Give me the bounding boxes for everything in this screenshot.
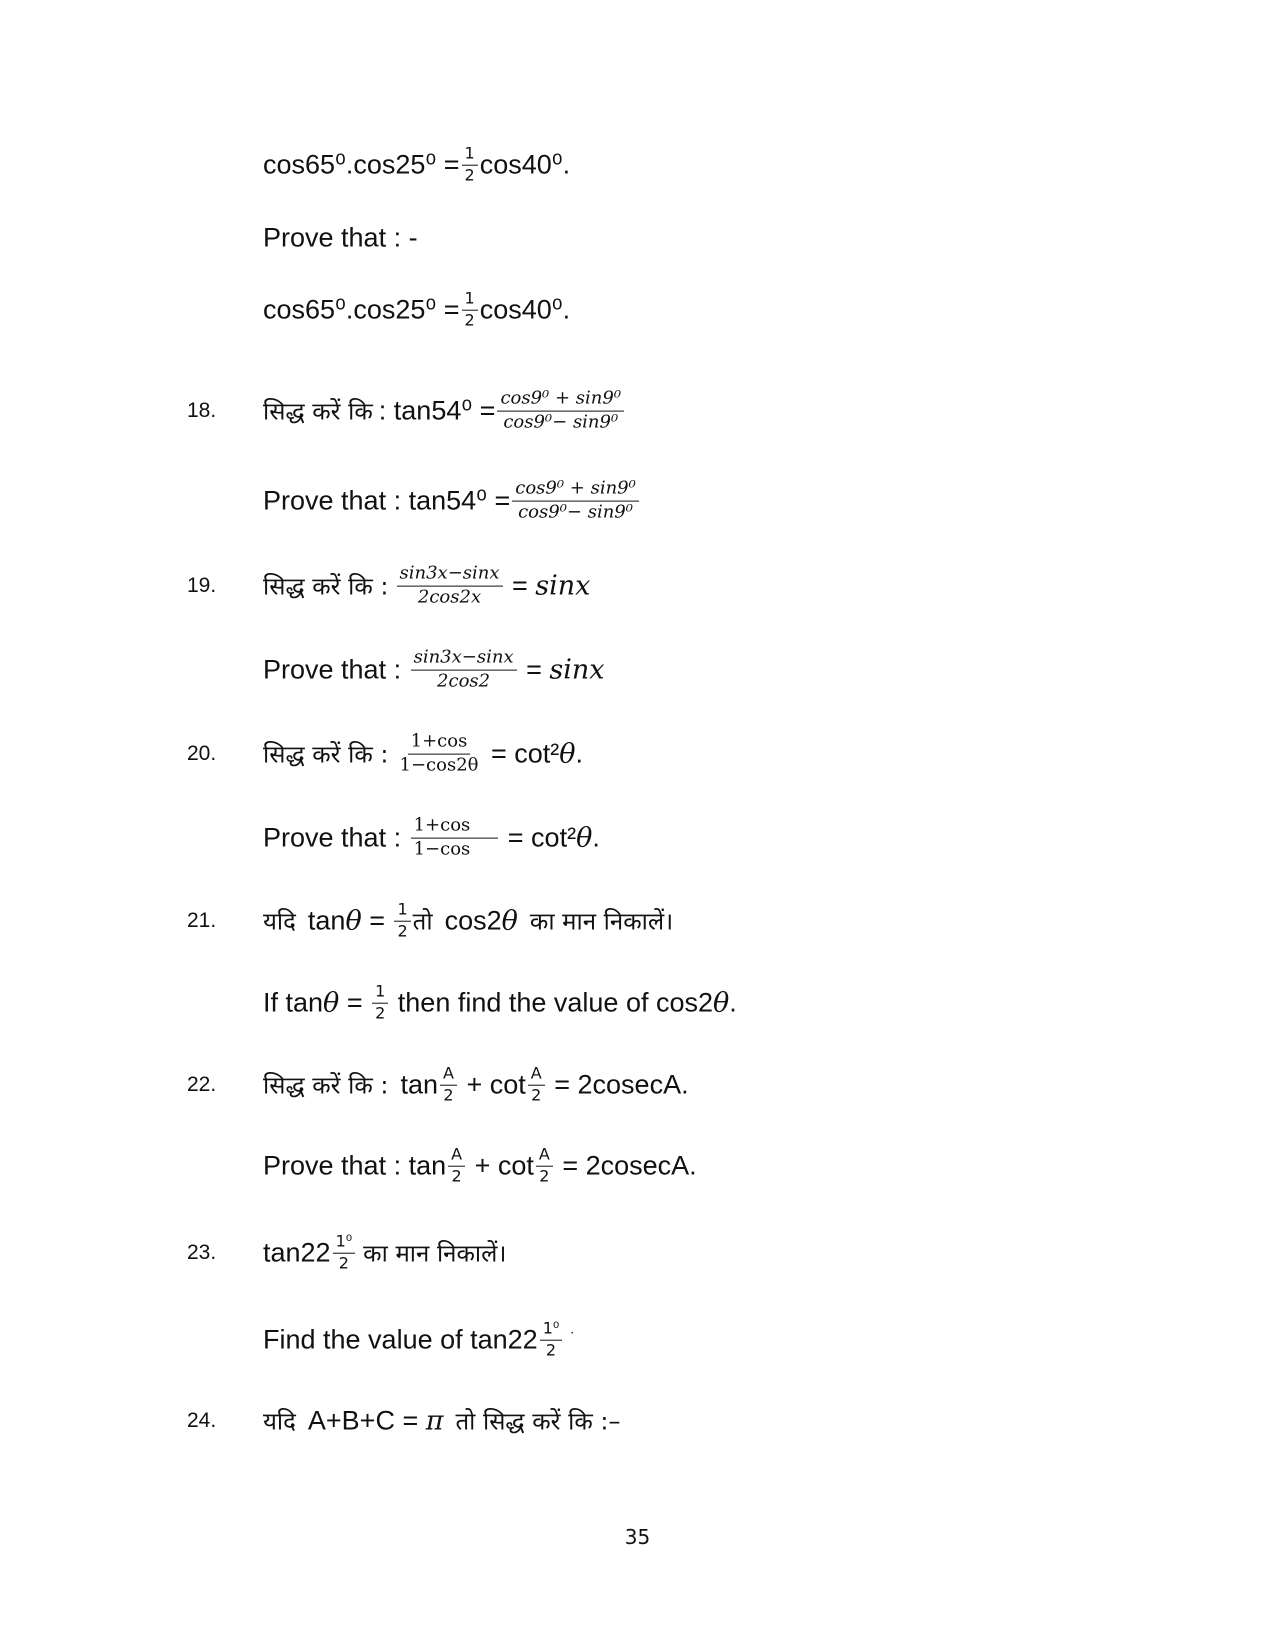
fraction: $\frac{A}{2}$ xyxy=(448,1147,465,1186)
hindi-text: यदि xyxy=(263,1407,296,1436)
hindi-text: सिद्ध करें कि : xyxy=(263,1071,389,1100)
hindi-text: सिद्ध करें कि : xyxy=(263,740,389,769)
hindi-text: का मान निकालें। xyxy=(363,1239,507,1268)
fraction: $\frac{\text{1⁰}}{2}$ xyxy=(333,1234,356,1273)
equation-text: cos65⁰.cos25⁰ = xyxy=(263,149,460,180)
equation-rhs: sinx xyxy=(549,654,605,686)
question-number: 24. xyxy=(187,1409,217,1432)
fraction: $\frac{\text{1⁰}}{2}$ xyxy=(540,1321,563,1360)
question-18-english xyxy=(0,471,1275,531)
equation-text: cos40⁰. xyxy=(479,149,571,180)
question-18-hindi xyxy=(0,381,1275,441)
fraction: $\frac{\sin 3x-\sin x}{2\cos 2x}$ xyxy=(397,565,503,608)
fraction: $\frac{1}{2}$ xyxy=(462,146,478,185)
prove-that-text: Prove that : - xyxy=(263,222,418,253)
question-22-english: Prove that : tan $\frac{A}{2}$ + cot $\frac{A}{2}$ = 2cosecA. xyxy=(263,1144,697,1186)
question-number: 18. xyxy=(187,399,217,422)
question-number: 19. xyxy=(187,574,217,597)
prove-that-text: Prove that : xyxy=(263,822,409,853)
equation-line-1 xyxy=(0,135,1275,195)
hindi-text: तो सिद्ध करें कि :– xyxy=(455,1407,621,1436)
question-24-hindi: 24. यदि A+B+C = π तो सिद्ध करें कि :– xyxy=(187,1405,621,1437)
hindi-text: सिद्ध करें कि : xyxy=(263,572,389,601)
hindi-text: सिद्ध करें कि xyxy=(263,397,373,426)
page-number: 35 xyxy=(624,1525,651,1549)
fraction: $\frac{A}{2}$ xyxy=(440,1066,457,1105)
equation-text: cos40⁰. xyxy=(479,294,571,325)
question-19-english: Prove that : $\frac{\sin 3x-\sin x}{2\cos 2}$ = sinx xyxy=(263,646,605,692)
question-19-hindi: 19. सिद्ध करें कि : $\frac{\sin 3x-\sin x}{2\cos 2x}$ = sinx xyxy=(187,562,591,608)
fraction: $\frac{A}{2}$ xyxy=(536,1147,553,1186)
fraction: $\frac{A}{2}$ xyxy=(528,1066,545,1105)
fraction: $\frac{1+\cos}{1-\cos 2\theta}$ xyxy=(399,730,479,776)
question-23-english: Find the value of tan22 $\frac{\text{1⁰}}{2}$ . xyxy=(263,1318,575,1360)
hindi-text: यदि xyxy=(263,907,296,936)
equation-line-2 xyxy=(0,280,1275,340)
fraction: $\frac{1}{2}$ xyxy=(394,902,410,941)
question-21-english: If tan θ = $\frac{1}{2}$ then find the value of cos2 θ . xyxy=(263,981,737,1023)
hindi-text: का मान निकालें। xyxy=(529,907,674,936)
hindi-text: तो xyxy=(412,907,433,936)
equation-text: : tan54⁰ = xyxy=(378,395,496,426)
fraction: $\frac{\text{cos9⁰ + sin9⁰}}{\text{cos9⁰− sin9⁰}}$ xyxy=(512,480,639,523)
equation-rhs: sinx xyxy=(535,570,591,602)
fraction: $\frac{1+\cos}{1-\cos}$ xyxy=(411,817,499,860)
fraction: $\frac{1}{2}$ xyxy=(372,984,388,1023)
fraction: $\frac{1}{2}$ xyxy=(462,291,478,330)
question-number: 21. xyxy=(187,909,217,932)
question-22-hindi: 22. सिद्ध करें कि : tan $\frac{A}{2}$ + cot $\frac{A}{2}$ = 2cosecA. xyxy=(187,1063,689,1105)
question-20-english: Prove that : $\frac{1+\cos}{1-\cos}$ = cot² θ . xyxy=(263,814,600,860)
question-number: 22. xyxy=(187,1073,217,1096)
prove-that-line xyxy=(0,208,1275,268)
equation-text: cos65⁰.cos25⁰ = xyxy=(263,294,460,325)
question-23-hindi: 23. tan22 $\frac{\text{1⁰}}{2}$ का मान निकालें। xyxy=(187,1231,507,1273)
question-number: 23. xyxy=(187,1241,217,1264)
question-number: 20. xyxy=(187,742,217,765)
question-21-hindi: 21. यदि tan θ = $\frac{1}{2}$ तो cos2 θ का मान निकालें। xyxy=(187,899,674,941)
fraction: $\frac{\sin 3x-\sin x}{2\cos 2}$ xyxy=(411,649,517,692)
equation-text: Prove that : tan54⁰ = xyxy=(263,485,511,516)
fraction: $\frac{\text{cos9⁰ + sin9⁰}}{\text{cos9⁰− sin9⁰}}$ xyxy=(497,390,624,433)
prove-that-text: Prove that : xyxy=(263,654,409,685)
question-20-hindi: 20. सिद्ध करें कि : $\frac{1+\cos}{1-\cos 2\theta}$ = cot² θ . xyxy=(187,730,584,776)
